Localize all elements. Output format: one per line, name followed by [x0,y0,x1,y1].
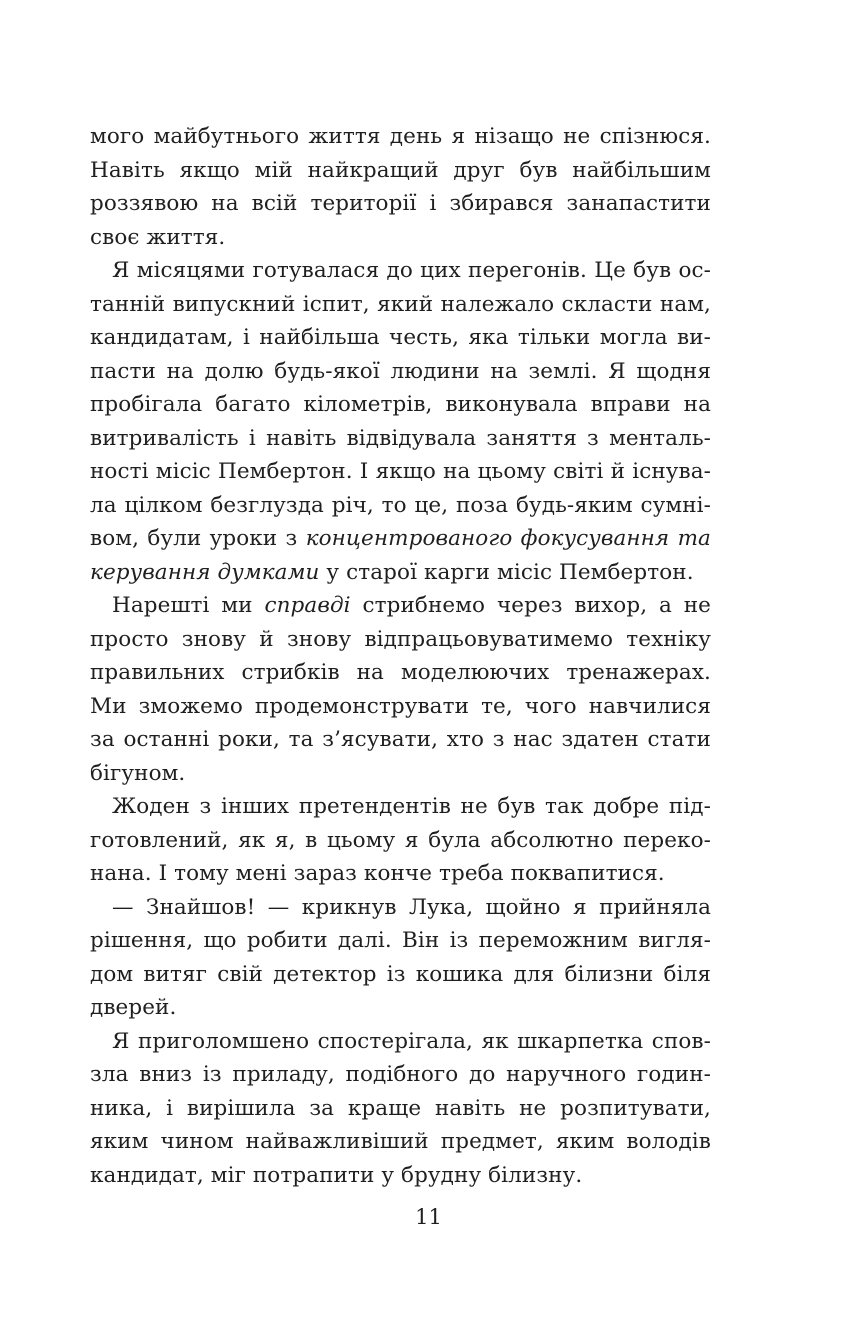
text-line: рішення, що робити далі. Він із переможним вигля- [90,928,711,953]
text-line-with-italic [90,556,711,590]
text-line: Жоден з інших претендентів не був так добре під- [112,794,711,819]
text-line: танній випускний іспит, який належало скласти нам, [90,291,711,317]
text-line: мого майбутнього життя день я нізащо не спізнюся. [90,124,711,149]
text-line: дом витяг свій детектор із кошика для білизни біля [90,961,711,987]
text-line: дверей. [90,995,177,1020]
paragraph-4 [90,790,711,891]
text-line: Я місяцями готувалася до цих перегонів. Це був ос- [112,258,711,283]
text-line: Навіть якщо мій найкращий друг був найбільшим [90,157,711,183]
text-line: Я приголомшено спостерігала, як шкарпетка спов- [112,1028,711,1054]
text-line-with-italic [90,522,711,556]
page-number: 11 [415,1205,442,1229]
text-line: нана. І тому мені зараз конче треба поквапитися. [90,861,665,886]
italic-text-run: концентрованого фокусування та [305,526,711,551]
text-line: просто знову й знову відпрацьовуватимемо техніку [90,626,711,652]
text-line: зла вниз із приладу, подібного до наручного годин- [90,1062,711,1087]
book-page-text [90,120,711,1192]
paragraph-5 [90,891,711,1025]
italic-text-run: справді [264,593,351,618]
text-line: Ми зможемо продемонструвати те, чого навчилися [90,693,711,719]
text-line: ника, і вирішила за краще навіть не розпитувати, [90,1095,711,1121]
text-run: Нарешті ми [112,593,265,618]
text-line: яким чином найважливіший предмет, яким володів [90,1129,711,1154]
text-run: у старої карги місіс Пембертон. [319,559,694,585]
text-line: пасти на долю будь-якої людини на землі. Я щодня [90,358,711,384]
text-line: правильних стрибків на моделюючих тренажерах. [90,660,711,685]
text-line: роззявою на всій території і збирався занапастити [90,191,711,216]
paragraph-2 [90,254,711,589]
text-line: бігуном. [90,760,186,786]
text-line: пробігала багато кілометрів, виконувала вправи на [90,392,711,417]
text-line: ла цілком безглузда річ, то це, поза будь-яким сумні- [90,492,711,518]
paragraph-3 [90,589,711,790]
italic-text-run: керування думками [90,559,320,585]
text-line: за останні роки, та з’ясувати, хто з нас здатен стати [90,727,711,752]
paragraph-1 [90,120,711,254]
text-line: кандидатам, і найбільша честь, яка тільки могла ви- [90,325,711,350]
text-line-with-italic [90,589,711,623]
text-line: готовлений, як я, в цьому я була абсолютно переко- [90,827,711,853]
text-run: стрибнемо через вихор, а не [350,593,711,618]
text-line: своє життя. [90,224,226,250]
text-line: ності місіс Пембертон. І якщо на цьому світі й існува- [90,459,711,484]
text-line: витривалість і навіть відвідувала заняття з менталь- [90,425,711,451]
text-line: — Знайшов! — крикнув Лука, щойно я прийняла [112,894,711,920]
paragraph-6 [90,1025,711,1193]
text-run: вом, були уроки з [90,526,306,551]
text-line: кандидат, міг потрапити у брудну білизну. [90,1162,583,1188]
